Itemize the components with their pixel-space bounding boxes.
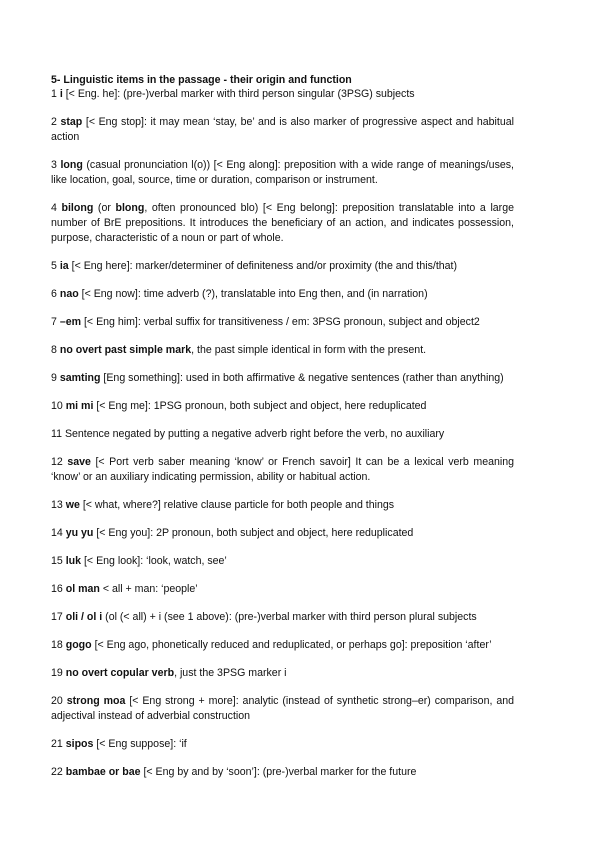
item-number: 17 [51,611,66,623]
item-text: [< Eng by and by ‘soon’]: (pre-)verbal marker for the future [140,766,417,778]
item-number: 4 [51,202,62,214]
list-item [51,427,514,442]
item-text: [< Eng ago, phonetically reduced and reduplicated, or perhaps go]: preposition ‘after’ [91,639,492,651]
item-number: 15 [51,555,66,567]
item-number: 22 [51,766,66,778]
item-term: –em [59,316,82,328]
item-text: < all + man: ‘people’ [99,583,198,595]
item-number: 18 [51,639,66,651]
list-item [51,87,514,102]
list-item [51,115,514,145]
item-text: [< Eng suppose]: ‘if [93,738,187,750]
item-text: [< Eng me]: 1PSG pronoun, both subject and object, here reduplicated [93,400,427,412]
document-page [51,73,514,780]
item-text: [< what, where?] relative clause particle for both people and things [79,499,395,511]
list-item [51,259,514,274]
item-number: 3 [51,159,61,171]
item-number: 12 [51,456,68,468]
item-text: (ol (< all) + i (see 1 above): (pre-)verbal marker with third person plural subjects [102,611,477,623]
item-text: , the past simple identical in form with the present. [191,344,427,356]
item-text: [< Eng him]: verbal suffix for transitiveness / em: 3PSG pronoun, subject and object2 [81,316,480,328]
item-term: we [65,499,80,511]
item-text: [Eng something]: used in both affirmative & negative sentences (rather than anything) [100,372,504,384]
item-text: [< Eng look]: ‘look, watch, see’ [81,555,227,567]
item-number: 14 [51,527,66,539]
item-text: Sentence negated by putting a negative adverb right before the verb, no auxiliary [64,428,445,440]
items-list [51,87,514,780]
list-item [51,765,514,780]
item-term: mi mi [65,400,94,412]
item-term: gogo [65,639,92,651]
item-term: no overt past simple mark [59,344,192,356]
list-item [51,201,514,246]
item-term: stap [60,116,83,128]
item-text: (or [93,202,116,214]
item-term: no overt copular verb [65,667,175,679]
item-term: strong moa [66,695,126,707]
list-item [51,582,514,597]
item-text: [< Eng stop]: it may mean ‘stay, be’ and is also marker of progressive aspect and habitual action [51,116,514,143]
item-term: yu yu [65,527,94,539]
item-term: luk [65,555,82,567]
item-text: [< Eng now]: time adverb (?), translatable into Eng then, and (in narration) [78,288,428,300]
item-number: 13 [51,499,66,511]
item-text: [< Eng. he]: (pre-)verbal marker with third person singular (3PSG) subjects [62,88,415,100]
item-number: 5 [51,260,60,272]
item-term: bilong [61,202,94,214]
item-term: samting [59,372,101,384]
list-item [51,737,514,752]
list-item [51,498,514,513]
item-term: ia [59,260,69,272]
item-term: long [60,159,83,171]
list-item [51,287,514,302]
item-term: oli / ol i [65,611,103,623]
item-number: 20 [51,695,67,707]
list-item [51,526,514,541]
list-item [51,343,514,358]
item-text: , just the 3PSG marker i [174,667,287,679]
item-text: , often pronounced blo) [< Eng belong]: preposition translatable into a large number of BrE prepositions. It introduces the beneficiary of an action, and indicates possession, purpose, characteristic of a noun or part of whole. [51,202,514,244]
item-number: 9 [51,372,60,384]
item-text: [< Port verb saber meaning ‘know’ or French savoir] It can be a lexical verb meaning ‘know’ or an auxiliary indicating permission, ability or habitual action. [51,456,515,483]
item-term-alt: blong [115,202,145,214]
list-item [51,610,514,625]
item-text: [< Eng strong + more]: analytic (instead of synthetic strong–er) comparison, and adjectival instead of adverbial construction [51,695,515,722]
item-text: [< Eng here]: marker/determiner of definiteness and/or proximity (the and this/that) [68,260,458,272]
item-number: 16 [51,583,66,595]
item-text: (casual pronunciation l(o)) [< Eng along]: preposition with a wide range of meanings/uses, like location, goal, source, time or duration, comparison or instrument. [51,159,515,186]
item-number: 11 [51,428,65,440]
list-item [51,694,514,724]
list-item [51,315,514,330]
list-item [51,371,514,386]
item-term: i [59,88,63,100]
item-term: nao [59,288,79,300]
section-heading: 5- Linguistic items in the passage - their origin and function [51,74,352,86]
item-number: 21 [51,738,66,750]
item-text: [< Eng you]: 2P pronoun, both subject and object, here reduplicated [93,527,414,539]
item-term: ol man [65,583,100,595]
list-item [51,554,514,569]
item-number: 2 [51,116,61,128]
item-number: 19 [51,667,66,679]
item-number: 7 [51,316,60,328]
list-item [51,638,514,653]
item-number: 8 [51,344,60,356]
list-item [51,666,514,681]
item-term: sipos [65,738,94,750]
list-item [51,399,514,414]
list-item [51,158,514,188]
list-item [51,455,514,485]
item-number: 10 [51,400,66,412]
item-number: 1 [51,88,60,100]
item-term: bambae or bae [65,766,141,778]
item-term: save [67,456,91,468]
item-number: 6 [51,288,60,300]
